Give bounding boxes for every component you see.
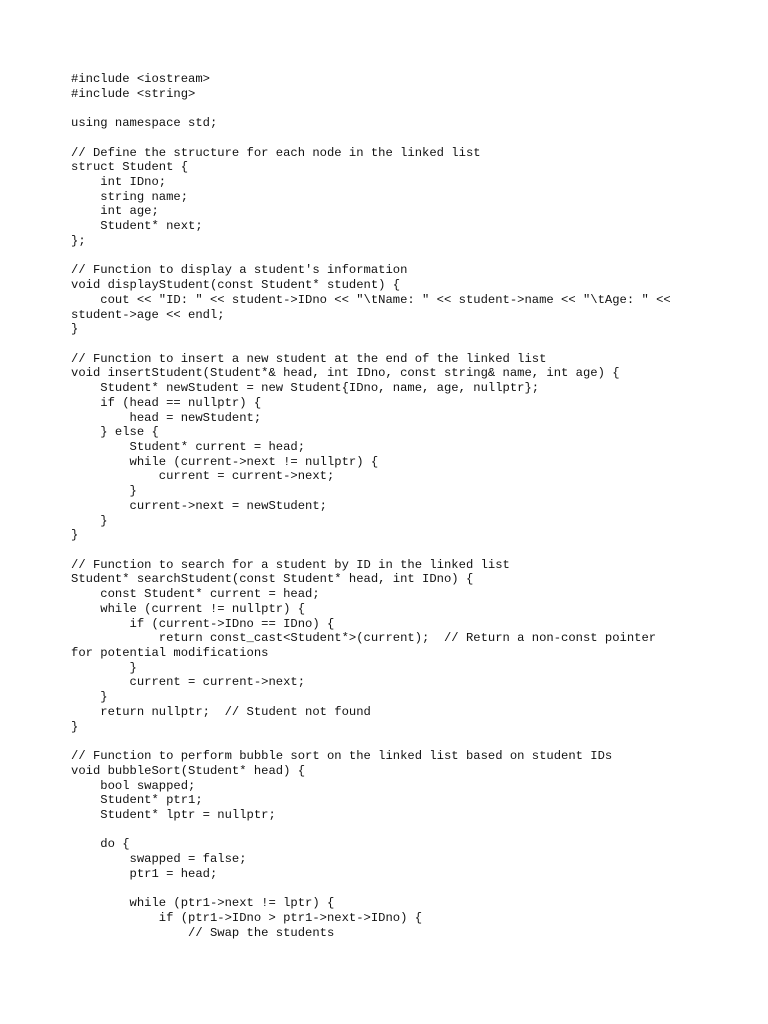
code-line: }; xyxy=(71,233,86,248)
code-line xyxy=(71,823,721,838)
code-line: } xyxy=(71,690,108,705)
code-line: } xyxy=(71,513,108,528)
code-line: while (current != nullptr) { xyxy=(71,601,306,616)
code-line: void insertStudent(Student*& head, int IDno, const string& name, int age) { xyxy=(71,366,620,381)
code-line: current->next = newStudent; xyxy=(71,498,327,513)
code-line: int age; xyxy=(71,204,159,219)
code-line: if (head == nullptr) { xyxy=(71,395,262,410)
code-line xyxy=(71,882,721,897)
code-line: struct Student { xyxy=(71,160,189,175)
code-line xyxy=(71,734,721,749)
code-line: if (current->IDno == IDno) { xyxy=(71,616,335,631)
code-line: #include <iostream> xyxy=(71,72,210,86)
code-line: current = current->next; xyxy=(71,675,306,690)
code-line: bool swapped; xyxy=(71,778,196,793)
code-line: return nullptr; // Student not found xyxy=(71,704,371,719)
code-line: ptr1 = head; xyxy=(71,866,218,881)
code-line: Student* ptr1; xyxy=(71,793,203,808)
code-line: string name; xyxy=(71,189,189,204)
code-line: void bubbleSort(Student* head) { xyxy=(71,763,306,778)
code-line xyxy=(71,543,721,558)
code-line: current = current->next; xyxy=(71,469,335,484)
code-line: cout << "ID: " << student->IDno << "\tName: " << student->name << "\tAge: " << xyxy=(71,292,671,307)
code-line xyxy=(71,101,721,116)
code-line: // Swap the students xyxy=(71,925,335,940)
code-line: Student* current = head; xyxy=(71,439,306,454)
code-line xyxy=(71,249,721,264)
code-line: } xyxy=(71,322,79,337)
code-line: #include <string> xyxy=(71,86,196,101)
code-line: // Function to perform bubble sort on the linked list based on student IDs xyxy=(71,749,613,764)
code-line: int IDno; xyxy=(71,175,167,190)
code-line: } xyxy=(71,660,137,675)
code-line: } else { xyxy=(71,425,159,440)
code-line: // Function to display a student's information xyxy=(71,263,408,278)
code-line: Student* next; xyxy=(71,219,203,234)
code-line: // Function to search for a student by ID in the linked list xyxy=(71,557,510,572)
code-line: const Student* current = head; xyxy=(71,587,320,602)
code-line xyxy=(71,337,721,352)
code-line xyxy=(71,131,721,146)
code-listing xyxy=(71,72,721,940)
code-line: swapped = false; xyxy=(71,852,247,867)
code-line: do { xyxy=(71,837,130,852)
code-line: return const_cast<Student*>(current); // Return a non-const pointer xyxy=(71,631,657,646)
code-line: head = newStudent; xyxy=(71,410,262,425)
code-line: // Function to insert a new student at the end of the linked list xyxy=(71,351,547,366)
code-line: Student* searchStudent(const Student* head, int IDno) { xyxy=(71,572,474,587)
code-line: void displayStudent(const Student* student) { xyxy=(71,278,401,293)
code-line: // Define the structure for each node in the linked list xyxy=(71,145,481,160)
code-line: Student* newStudent = new Student{IDno, name, age, nullptr}; xyxy=(71,381,540,396)
code-line: while (ptr1->next != lptr) { xyxy=(71,896,335,911)
code-line: student->age << endl; xyxy=(71,307,225,322)
code-line: while (current->next != nullptr) { xyxy=(71,454,379,469)
code-line: } xyxy=(71,484,137,499)
code-line: if (ptr1->IDno > ptr1->next->IDno) { xyxy=(71,910,423,925)
code-line: } xyxy=(71,528,79,543)
code-line: Student* lptr = nullptr; xyxy=(71,807,276,822)
code-line: using namespace std; xyxy=(71,116,218,131)
code-line: for potential modifications xyxy=(71,646,269,661)
code-line: } xyxy=(71,719,79,734)
